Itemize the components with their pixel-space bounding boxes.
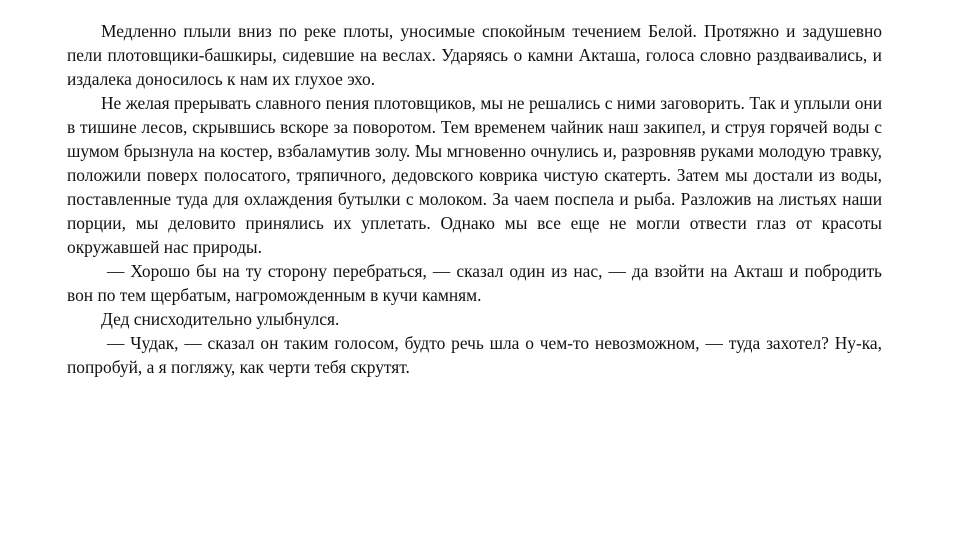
paragraph-grandfather-smile: Дед снисходительно улыбнулся. [101,309,340,329]
paragraph-dialog-2: — Чудак, — сказал он таким голосом, будто речь шла о чем-то невозможном, — туда захотел? Ну-ка, попробуй, а я погляжу, как черти тебя скрутят. [67,333,882,377]
paragraph-dialog-1: — Хорошо бы на ту сторону перебраться, — сказал один из нас, — да взойти на Акташ и побродить вон по тем щербатым, нагроможденным в кучи камням. [67,261,882,305]
document-page [67,19,882,379]
paragraph-campfire: Не желая прерывать славного пения плотовщиков, мы не решались с ними заговорить. Так и уплыли они в тишине лесов, скрывшись вскоре за поворотом. Тем временем чайник наш закипел, и струя горячей воды с шумом брызнула на костер, взбаламутив золу. Мы мгновенно очнулись и, разровняв руками молодую травку, положили поверх полосатого, тряпичного, дедовского коврика чистую скатерть. Затем мы достали из воды, поставленные туда для охлаждения бутылки с молоком. За чаем поспела и рыба. Разложив на листьях наши порции, мы деловито принялись их уплетать. Однако мы все еще не могли отвести глаз от красоты окружавшей нас природы. [67,93,882,257]
paragraph-rafts: Медленно плыли вниз по реке плоты, уносимые спокойным течением Белой. Протяжно и задушевно пели плотовщики-башкиры, сидевшие на веслах. Ударяясь о камни Акташа, голоса словно раздваивались, и издалека доносилось к нам их глухое эхо. [67,21,882,89]
